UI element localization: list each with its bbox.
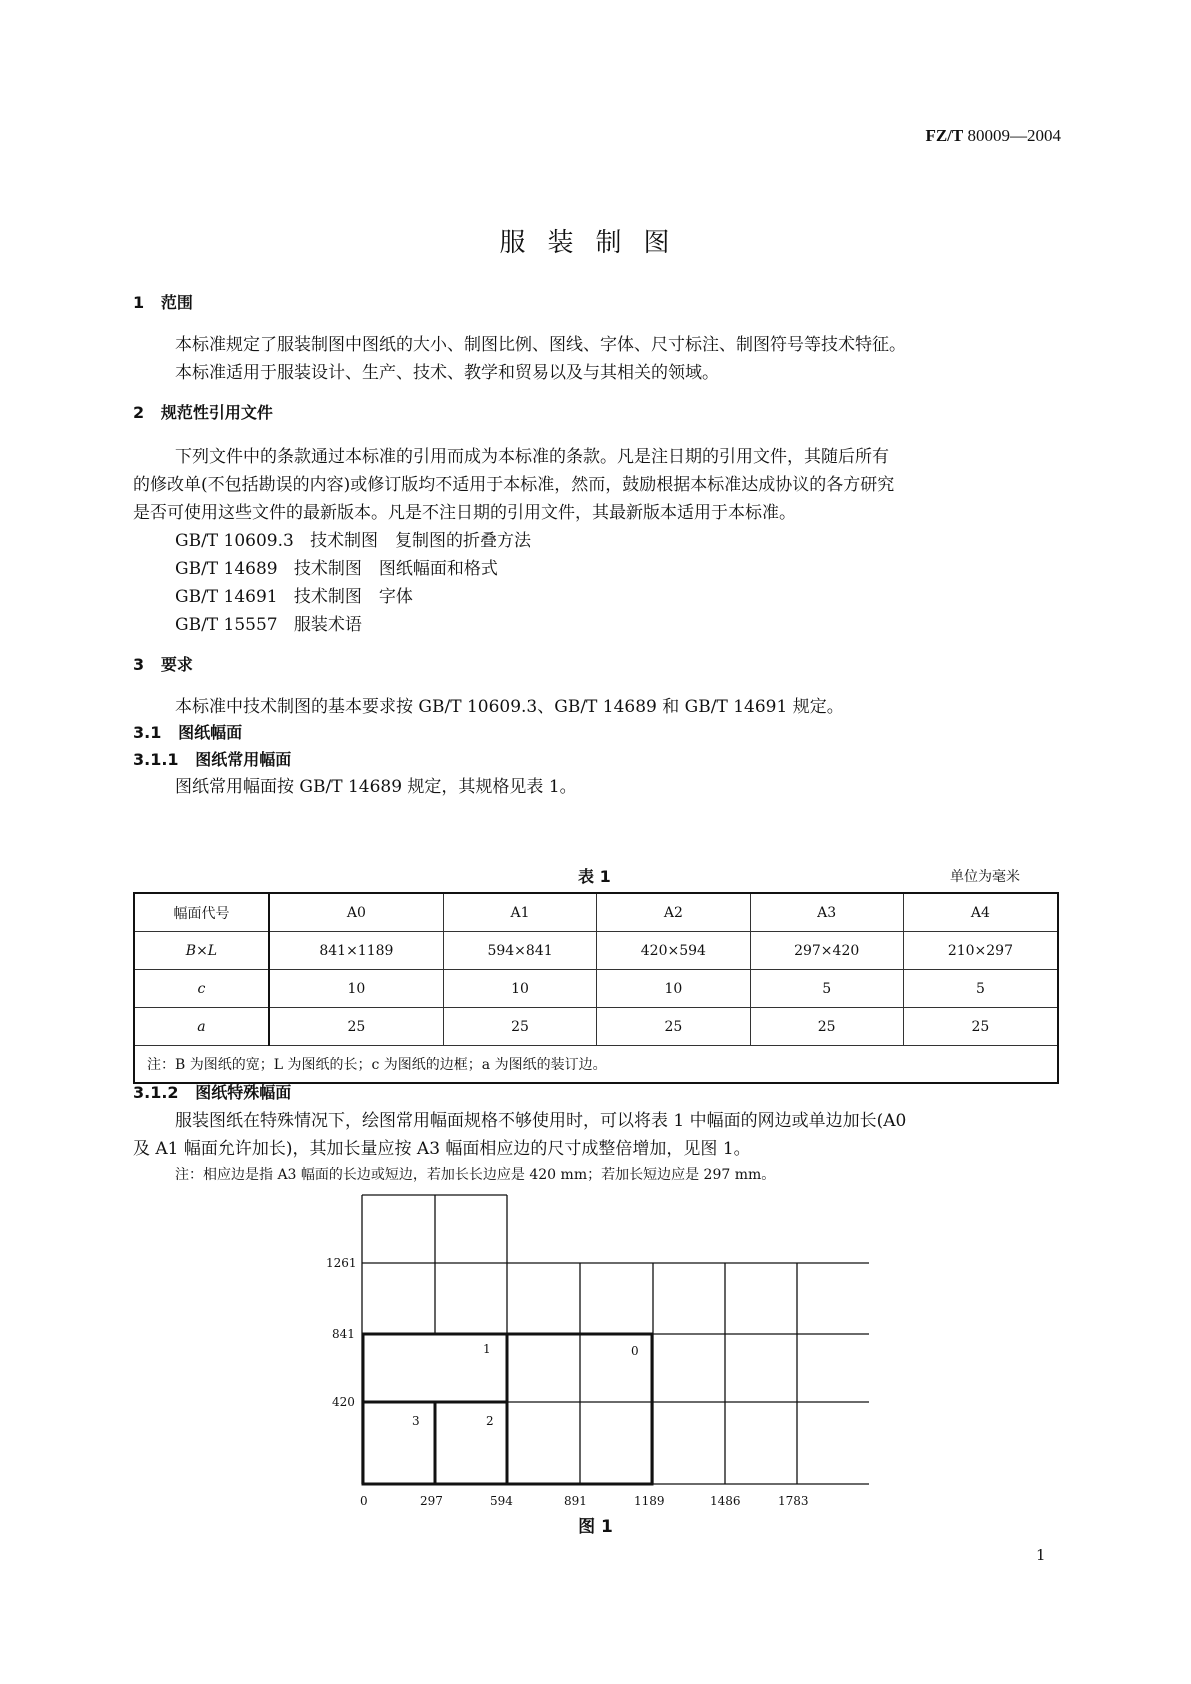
y-tick-label: 841 [332,1327,355,1341]
table-cell: 5 [750,970,903,1008]
table-cell: 25 [443,1008,596,1046]
section-2-heading: 2 规范性引用文件 [133,403,273,422]
table-header-cell: 幅面代号 [134,893,269,932]
section-1-heading: 1 范围 [133,293,193,312]
standard-code: FZ/T 80009—2004 [925,126,1061,145]
figure-1-caption: 图 1 [578,1517,613,1537]
table-header-cell: A4 [903,893,1058,932]
table-cell: a [134,1008,269,1046]
region-label-1: 1 [483,1342,491,1356]
section-3-1-1-paragraph: 图纸常用幅面按 GB/T 14689 规定，其规格见表 1。 [175,777,577,797]
reference-item: GB/T 14689 技术制图 图纸幅面和格式 [175,559,498,579]
section-3-1-2-note: 注：相应边是指 A3 幅面的长边或短边，若加长长边应是 420 mm；若加长短边应是 297 mm。 [175,1167,776,1183]
table-note: 注：B 为图纸的宽；L 为图纸的长；c 为图纸的边框；a 为图纸的装订边。 [134,1046,1058,1084]
reference-item: GB/T 10609.3 技术制图 复制图的折叠方法 [175,531,532,551]
x-tick-label: 891 [564,1494,587,1508]
table-cell: 297×420 [750,932,903,970]
region-label-0: 0 [631,1344,639,1358]
section-2-paragraph-line-3: 是否可使用这些文件的最新版本。凡是不注日期的引用文件，其最新版本适用于本标准。 [133,503,796,523]
page-number: 1 [1036,1546,1046,1564]
section-2-paragraph-line-1: 下列文件中的条款通过本标准的引用而成为本标准的条款。凡是注日期的引用文件，其随后所有 [175,447,889,467]
table-cell: c [134,970,269,1008]
x-tick-label: 1189 [634,1494,665,1508]
section-3-1-2-heading: 3.1.2 图纸特殊幅面 [133,1083,292,1102]
table-header-cell: A2 [597,893,750,932]
section-1-paragraph-2: 本标准适用于服装设计、生产、技术、教学和贸易以及与其相关的领域。 [175,363,719,383]
region-label-3: 3 [412,1414,420,1428]
y-tick-label: 420 [332,1395,355,1409]
y-tick-label: 1261 [326,1256,357,1270]
document-title: 服装制图 [499,228,692,258]
table-cell: B×L [134,932,269,970]
table-cell: 25 [269,1008,443,1046]
table-header-cell: A3 [750,893,903,932]
table-cell: 25 [597,1008,750,1046]
table-cell: 210×297 [903,932,1058,970]
x-tick-label: 297 [420,1494,443,1508]
region-label-2: 2 [486,1414,494,1428]
x-tick-label: 1783 [778,1494,809,1508]
section-3-paragraph: 本标准中技术制图的基本要求按 GB/T 10609.3、GB/T 14689 和 GB/T 14691 规定。 [175,697,844,717]
reference-item: GB/T 15557 服装术语 [175,615,362,635]
section-3-heading: 3 要求 [133,655,193,674]
x-tick-label: 594 [490,1494,513,1508]
table-cell: 25 [903,1008,1058,1046]
table-cell: 594×841 [443,932,596,970]
table-cell: 10 [443,970,596,1008]
reference-item: GB/T 14691 技术制图 字体 [175,587,413,607]
table-cell: 25 [750,1008,903,1046]
table-cell: 10 [269,970,443,1008]
section-2-paragraph-line-2: 的修改单(不包括勘误的内容)或修订版均不适用于本标准，然而，鼓励根据本标准达成协议的各方研究 [133,475,895,495]
section-1-paragraph-1: 本标准规定了服装制图中图纸的大小、制图比例、图线、字体、尺寸标注、制图符号等技术特征。 [175,335,906,355]
table-1-caption: 表 1 [578,867,611,886]
table-header-cell: A0 [269,893,443,932]
table-cell: 10 [597,970,750,1008]
x-tick-label: 0 [360,1494,368,1508]
table-cell: 5 [903,970,1058,1008]
section-3-1-2-paragraph-line-2: 及 A1 幅面允许加长)，其加长量应按 A3 幅面相应边的尺寸成整倍增加，见图 1。 [133,1139,751,1159]
section-3-1-1-heading: 3.1.1 图纸常用幅面 [133,750,292,769]
table-header-cell: A1 [443,893,596,932]
table-1-unit: 单位为毫米 [950,869,1020,885]
table-cell: 841×1189 [269,932,443,970]
table-cell: 420×594 [597,932,750,970]
section-3-1-heading: 3.1 图纸幅面 [133,723,243,742]
section-3-1-2-paragraph-line-1: 服装图纸在特殊情况下，绘图常用幅面规格不够使用时，可以将表 1 中幅面的网边或单边加长(A0 [175,1111,907,1131]
x-tick-label: 1486 [710,1494,741,1508]
